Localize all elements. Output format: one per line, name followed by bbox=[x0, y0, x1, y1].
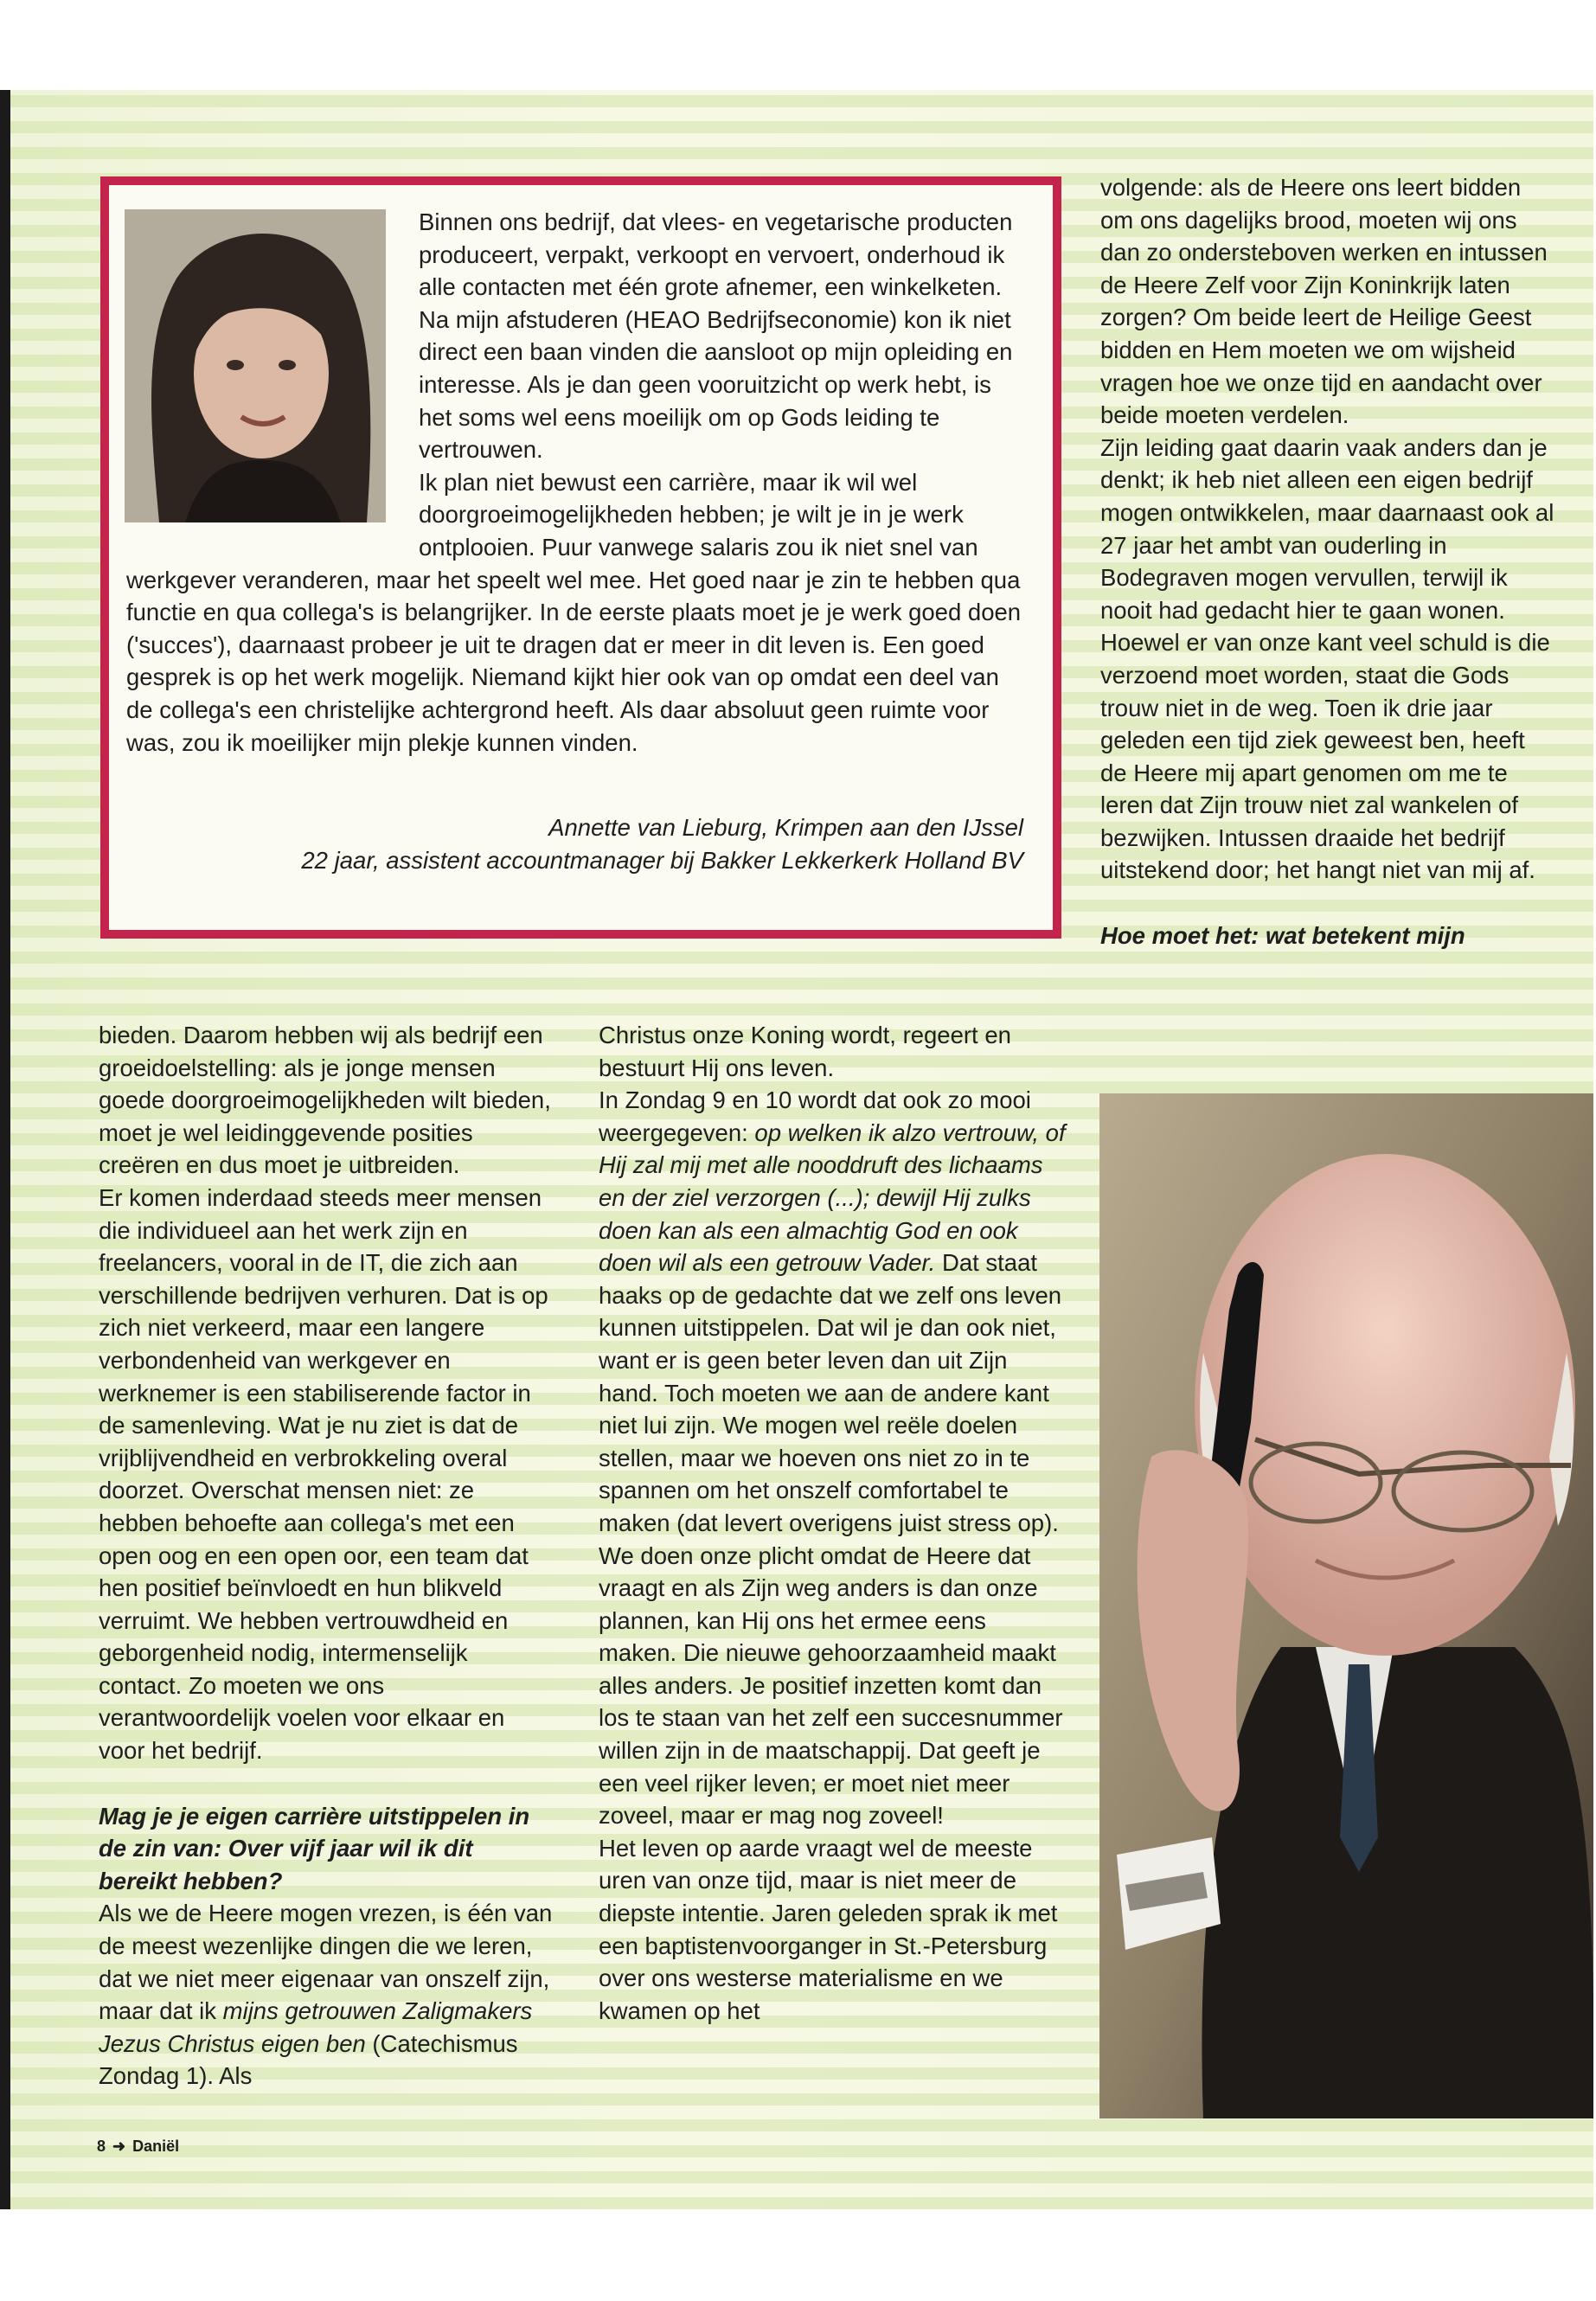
right-question-heading: Hoe moet het: wat betekent mijn bbox=[1100, 922, 1465, 950]
photo-man-on-phone bbox=[1099, 1093, 1593, 2118]
right-paragraph-2: Zijn leiding gaat daarin vaak anders dan je denkt; ik heb niet alleen een eigen bedrijf mogen ontwikkelen, maar daarnaast ook al 27 jaar het ambt van ouderling in Bodegraven mogen vervullen, terwijl ik nooit had gedacht hier te gaan wonen. Hoewel er van onze kant veel schuld is die verzoend moet worden, staat die Gods trouw niet in de weg. Toen ik drie jaar geleden een tijd ziek geweest ben, heeft de Heere mij apart genomen om me te leren dat Zijn trouw niet zal wankelen of bezwijken. Intussen draaide het bedrijf uitstekend door; het hangt niet van mij af. bbox=[1100, 433, 1554, 884]
testimonial-paragraph-1: Binnen ons bedrijf, dat vlees- en vegetarische producten produceert, verpakt, verkoopt en vervoert, onderhoud ik alle contacten met één grote afnemer, een winkelketen. Na mijn afstuderen (HEAO Bedrijfseconomie) kon ik niet direct een baan vinden die aansloot op mijn opleiding en interesse. Als je dan geen vooruitzicht op werk hebt, is het soms wel eens moeilijk om op Gods leiding te vertrouwen. bbox=[419, 208, 1013, 464]
col1-paragraph-3: Als we de Heere mogen vrezen, is één van de meest wezenlijke dingen die we leren, dat we niet meer eigenaar van onszelf zijn, maar dat ik mijns getrouwen Zaligmakers Jezus Christus eigen ben (Catechismus Zondag 1). Als bbox=[99, 1900, 553, 2090]
magazine-page bbox=[10, 90, 1593, 2209]
col2-paragraph-1: Christus onze Koning wordt, regeert en bestuurt Hij ons leven. bbox=[599, 1022, 1011, 1081]
col2-paragraph-3: Het leven op aarde vraagt wel de meeste uren van onze tijd, maar is niet meer de diepste intentie. Jaren geleden sprak ik met een baptistenvoorganger in St.-Petersburg over ons westerse materialisme en we kwamen op het bbox=[599, 1834, 1058, 2024]
middle-column bbox=[599, 1019, 1066, 2027]
col1-paragraph-2: Er komen inderdaad steeds meer mensen die individueel aan het werk zijn en freelancers, vooral in de IT, die zich aan verschillende bedrijven verhuren. Dat is op zich niet verkeerd, maar een langere verbondenheid van werkgever en werknemer is een stabiliserende factor in de samenleving. Wat je nu ziet is dat de vrijblijvendheid en verbrokkeling overal doorzet. Overschat mensen niet: ze hebben behoefte aan collega's met een open oog en een open oor, een team dat hen positief beïnvloedt en hun blikveld verruimt. We hebben vertrouwdheid en geborgenheid nodig, intermenselijk contact. Zo moeten we ons verantwoordelijk voelen voor elkaar en voor het bedrijf. bbox=[99, 1183, 548, 1765]
page-footer bbox=[97, 2138, 179, 2156]
testimonial-paragraph-2: Ik plan niet bewust een carrière, maar ik wil wel doorgroeimogelijkheden hebben; je wilt je in je werk ontplooien. Puur vanwege salaris zou ik niet snel van werkgever veranderen, maar het speelt wel mee. Het goed naar je zin te hebben qua functie en qua collega's is belangrijker. In de eerste plaats moet je je werk goed doen ('succes'), daarnaast probeer je uit te dragen dat er meer in dit leven is. Een goed gesprek is op het werk mogelijk. Niemand kijkt hier ook van op omdat een deel van de collega's een christelijke achtergrond heeft. Als daar absoluut geen ruimte voor was, zou ik moeilijker mijn plekje kunnen vinden. bbox=[126, 468, 1022, 756]
col1-paragraph-1: bieden. Daarom hebben wij als bedrijf een groeidoelstelling: als je jonge mensen goede doorgroeimogelijkheden wilt bieden, moet je wel leidinggevende posities creëren en dus moet je uitbreiden. bbox=[99, 1022, 551, 1179]
signature-role: 22 jaar, assistent accountmanager bij Bakker Lekkerkerk Holland BV bbox=[301, 846, 1023, 874]
testimonial-box bbox=[100, 176, 1061, 939]
magazine-name: Daniël bbox=[132, 2138, 180, 2155]
arrow-right-icon: ➜ bbox=[112, 2138, 126, 2155]
col2-paragraph-2: In Zondag 9 en 10 wordt dat ook zo mooi weergegeven: op welken ik alzo vertrouw, of Hij zal mij met alle nooddruft des lichaams en der ziel verzorgen (...); dewijl Hij zulks doen kan als een almachtig God en ook doen wil als een getrouw Vader. Dat staat haaks op de gedachte dat we zelf ons leven kunnen uitstippelen. Dat wil je dan ook niet, want er is geen beter leven dan uit Zijn hand. Toch moeten we aan de andere kant niet lui zijn. We mogen wel reële doelen stellen, maar we hoeven ons niet zo in te spannen om het onszelf comfortabel te maken (dat levert overigens juist stress op). We doen onze plicht omdat de Heere dat vraagt en als Zijn weg anders is dan onze plannen, kan Hij ons het ermee eens maken. Die nieuwe gehoorzaamheid maakt alles anders. Je positief inzetten komt dan los te staan van het zelf een succesnummer willen zijn in de maatschappij. Dat geeft je een veel rijker leven; er moet niet meer zoveel, maar er mag nog zoveel! bbox=[599, 1086, 1066, 1830]
col1-question-heading: Mag je je eigen carrière uitstippelen in de zin van: Over vijf jaar wil ik dit bereikt hebben? bbox=[99, 1802, 530, 1894]
testimonial-signature bbox=[301, 811, 1023, 876]
right-paragraph-1: volgende: als de Heere ons leert bidden om ons dagelijks brood, moeten wij ons dan zo ondersteboven werken en intussen de Heere Zelf voor Zijn Koninkrijk laten zorgen? Om beide leert de Heilige Geest bidden en Hem moeten we om wijsheid vragen hoe we onze tijd en aandacht over beide moeten verdelen. bbox=[1100, 174, 1548, 429]
page-number: 8 bbox=[97, 2138, 106, 2155]
right-top-column bbox=[1100, 171, 1557, 952]
signature-name: Annette van Lieburg, Krimpen aan den IJssel bbox=[548, 814, 1023, 841]
left-column bbox=[99, 1019, 557, 2093]
